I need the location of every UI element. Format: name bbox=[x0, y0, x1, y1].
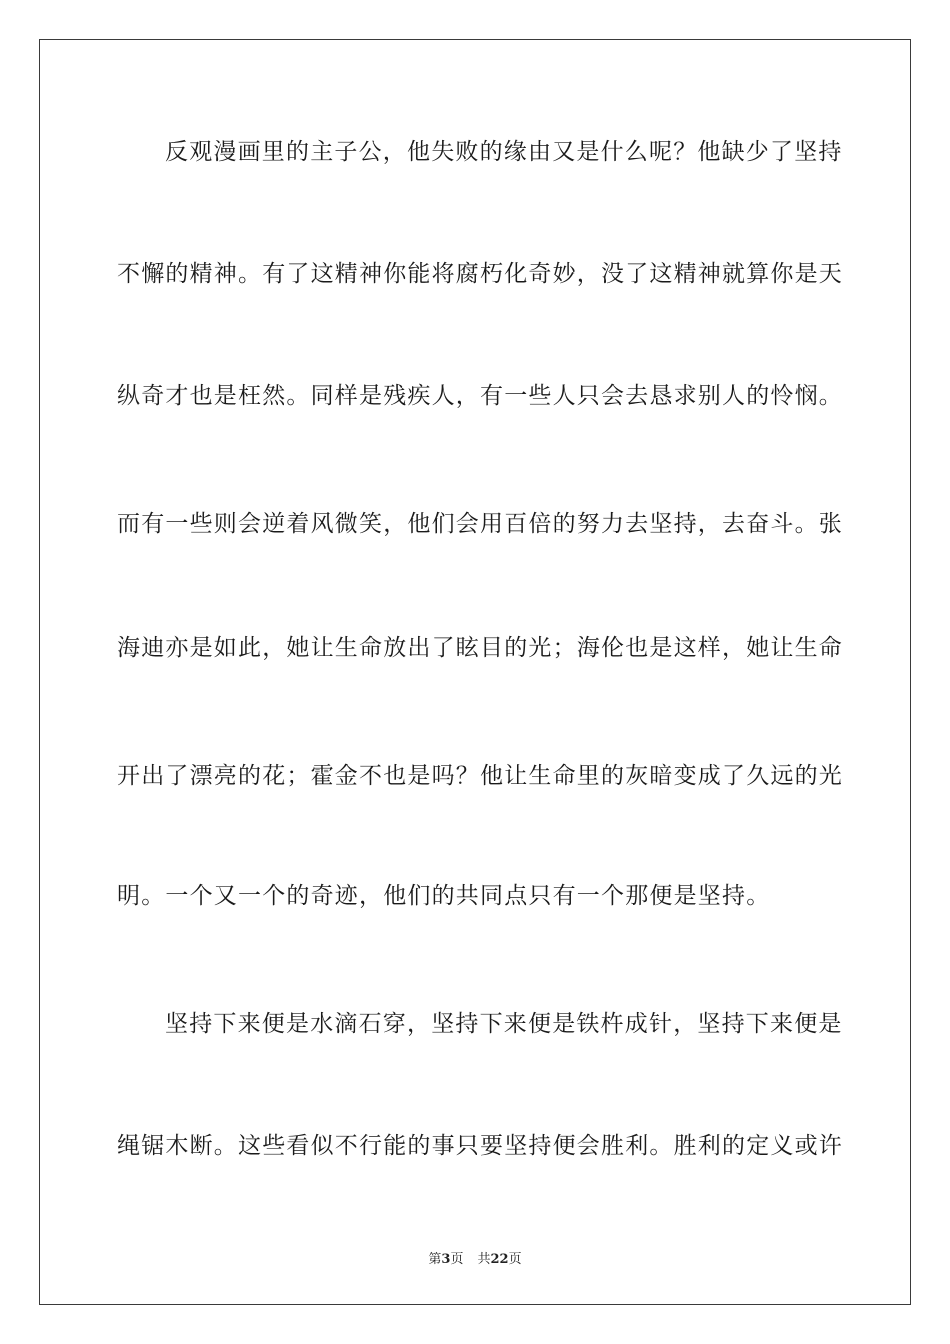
paragraph-line: 明。一个又一个的奇迹，他们的共同点只有一个那便是坚持。 bbox=[117, 883, 771, 909]
paragraph-line: 开出了漂亮的花；霍金不也是吗？他让生命里的灰暗变成了久远的光 bbox=[117, 763, 843, 789]
page-number: 3 bbox=[441, 1252, 451, 1267]
paragraph-line: 坚持下来便是水滴石穿，坚持下来便是铁杵成针，坚持下来便是 bbox=[165, 1011, 843, 1037]
page-suffix: 页 bbox=[450, 1252, 464, 1267]
paragraph-line: 纵奇才也是枉然。同样是残疾人，有一些人只会去恳求别人的怜悯。 bbox=[117, 383, 843, 409]
total-prefix: 共 bbox=[477, 1252, 491, 1267]
total-suffix: 页 bbox=[508, 1252, 522, 1267]
paragraph-line: 绳锯木断。这些看似不行能的事只要坚持便会胜利。胜利的定义或许 bbox=[117, 1133, 843, 1159]
page-border bbox=[39, 39, 911, 1305]
total-pages: 22 bbox=[490, 1252, 509, 1267]
page-prefix: 第 bbox=[428, 1252, 442, 1267]
page-footer bbox=[0, 1248, 950, 1267]
paragraph-line: 海迪亦是如此，她让生命放出了眩目的光；海伦也是这样，她让生命 bbox=[117, 635, 843, 661]
paragraph-line: 而有一些则会逆着风微笑，他们会用百倍的努力去坚持，去奋斗。张 bbox=[117, 511, 843, 537]
paragraph-line: 反观漫画里的主子公，他失败的缘由又是什么呢？他缺少了坚持 bbox=[165, 139, 843, 165]
paragraph-line: 不懈的精神。有了这精神你能将腐朽化奇妙，没了这精神就算你是天 bbox=[117, 261, 843, 287]
